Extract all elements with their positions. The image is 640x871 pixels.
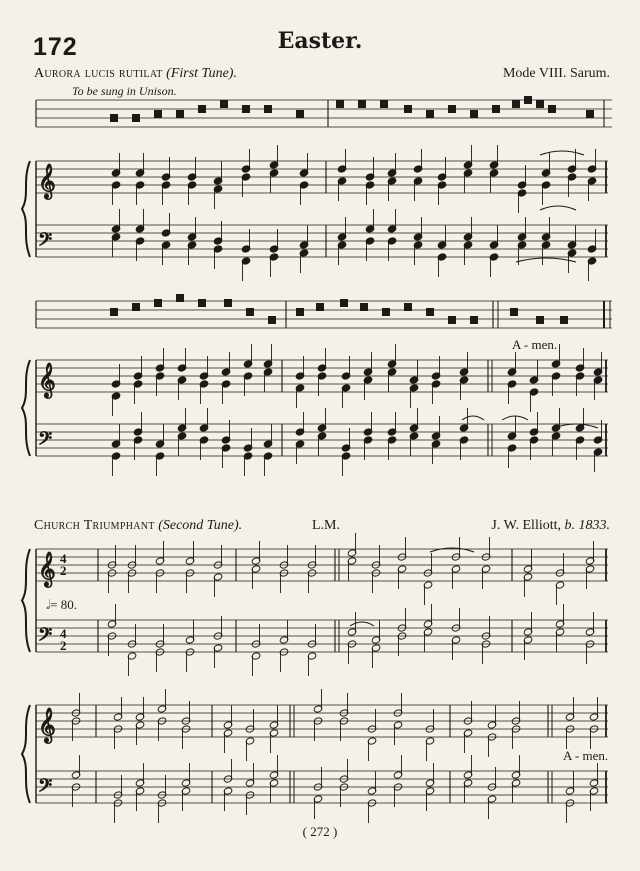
neume <box>426 110 434 118</box>
slur <box>502 416 528 420</box>
neume <box>132 303 140 311</box>
brace <box>22 549 30 652</box>
neume <box>470 316 478 324</box>
slur <box>540 206 576 210</box>
clef-icon: 𝄢 <box>38 776 53 801</box>
neume <box>242 105 250 113</box>
tempo-value: = 80. <box>50 597 77 612</box>
neume <box>176 110 184 118</box>
clef-icon: 𝄢 <box>38 625 53 650</box>
section-title: Easter. <box>277 28 363 54</box>
neume <box>448 316 456 324</box>
neume <box>176 294 184 302</box>
brace <box>22 360 30 456</box>
neume <box>492 105 500 113</box>
tune2-amen-label: A - men. <box>563 748 609 763</box>
time-signature-treble: 4 2 <box>60 551 67 578</box>
clef-icon: 𝄞 <box>38 708 56 743</box>
neume <box>316 303 324 311</box>
brace <box>22 705 30 803</box>
tempo-marking <box>46 597 77 613</box>
neume <box>536 316 544 324</box>
neume <box>154 110 162 118</box>
neume <box>296 110 304 118</box>
neume <box>132 114 140 122</box>
tune2-meter: L.M. <box>312 518 340 533</box>
neume <box>220 100 228 108</box>
neume <box>336 100 344 108</box>
tune2-composer: J. W. Elliott, <box>491 518 561 533</box>
tune1-title: Aurora lucis rutilat <box>34 66 163 81</box>
neume <box>510 308 518 316</box>
neume <box>264 105 272 113</box>
tune2-title: Church Triumphant <box>34 518 155 533</box>
neume <box>404 105 412 113</box>
neume <box>198 299 206 307</box>
neume <box>512 100 520 108</box>
neume <box>560 316 568 324</box>
tune1-mode: Mode VIII. Sarum. <box>502 66 610 81</box>
neume <box>110 114 118 122</box>
neume <box>470 110 478 118</box>
neume <box>524 96 532 104</box>
clef-icon: 𝄞 <box>38 363 56 398</box>
neume <box>360 303 368 311</box>
neume <box>548 105 556 113</box>
neume <box>198 105 206 113</box>
neume <box>296 308 304 316</box>
tempo-note-icon: 𝅗𝅥 <box>46 597 51 612</box>
tune2-composer-born: b. 1833. <box>564 518 610 533</box>
neume <box>358 100 366 108</box>
brace <box>22 161 30 257</box>
page-number: ( 272 ) <box>302 824 338 839</box>
slur <box>540 151 584 155</box>
neume <box>224 299 232 307</box>
neume <box>268 316 276 324</box>
slur <box>462 416 484 420</box>
slur <box>516 258 576 262</box>
hymn-number: 172 <box>33 33 78 61</box>
neume <box>110 308 118 316</box>
tune1-variant: (First Tune). <box>166 66 237 81</box>
slur <box>350 622 374 626</box>
neume <box>586 110 594 118</box>
neume <box>426 308 434 316</box>
clef-icon: 𝄢 <box>38 230 53 255</box>
clef-icon: 𝄞 <box>38 552 56 587</box>
neume <box>246 308 254 316</box>
neume <box>404 303 412 311</box>
neume <box>536 100 544 108</box>
neume <box>448 105 456 113</box>
neume <box>380 100 388 108</box>
neume <box>340 299 348 307</box>
time-signature-bass: 4 2 <box>60 626 67 653</box>
tune1-amen-label: A - men. <box>512 337 558 352</box>
clef-icon: 𝄞 <box>38 164 56 199</box>
tune1-direction: To be sung in Unison. <box>72 84 177 98</box>
neume <box>154 299 162 307</box>
tune2-variant: (Second Tune). <box>158 518 243 533</box>
neume <box>382 308 390 316</box>
clef-icon: 𝄢 <box>38 429 53 454</box>
